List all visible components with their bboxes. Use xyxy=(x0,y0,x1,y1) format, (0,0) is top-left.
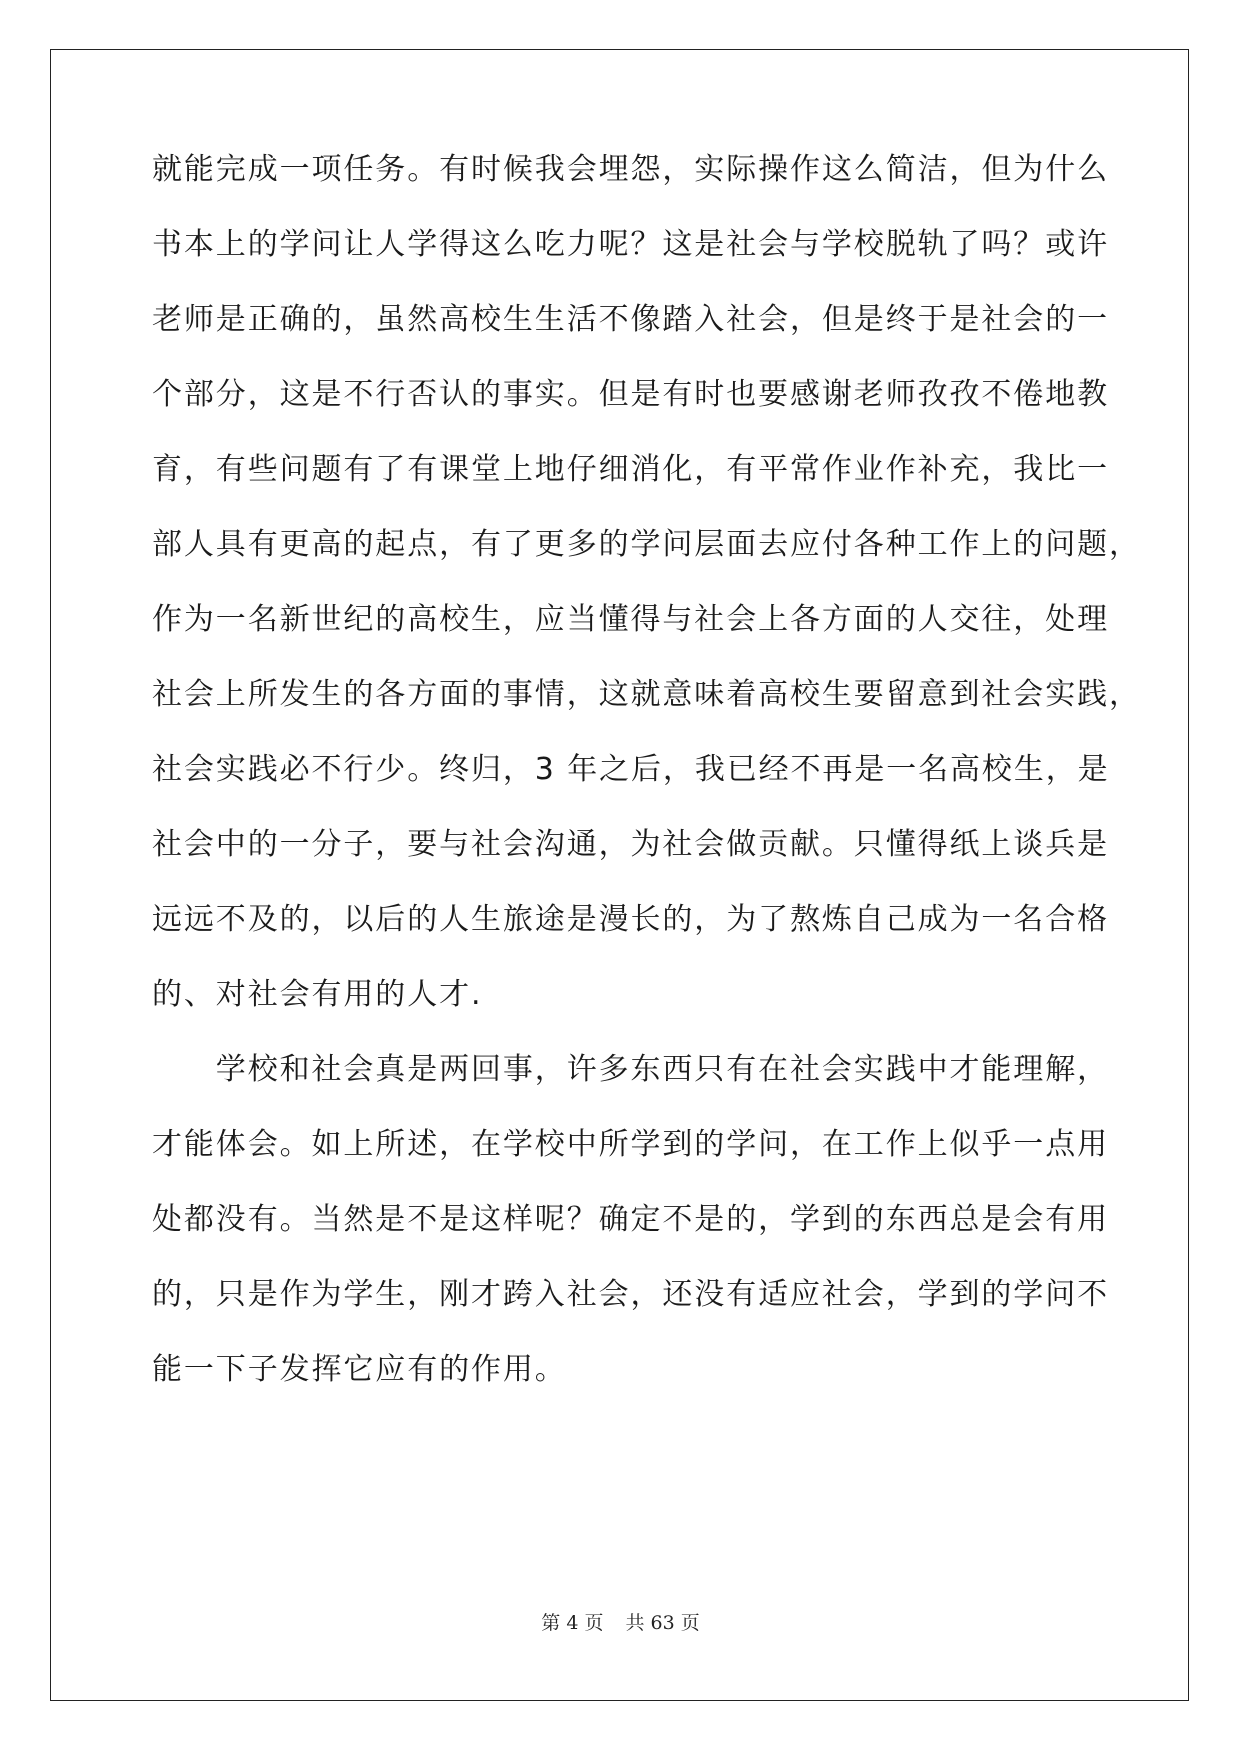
text-line: 的、对社会有用的人才. xyxy=(152,977,483,1012)
text-line: 社会上所发生的各方面的事情，这就意味着高校生要留意到社会实践， xyxy=(152,677,1141,712)
text-line: 社会实践必不行少。终归，3 年之后，我已经不再是一名高校生，是 xyxy=(152,752,1110,787)
text-line: 社会中的一分子，要与社会沟通，为社会做贡献。只懂得纸上谈兵是 xyxy=(152,827,1109,862)
text-line: 部人具有更高的起点，有了更多的学问层面去应付各种工作上的问题， xyxy=(152,527,1141,562)
text-line: 老师是正确的，虽然高校生生活不像踏入社会，但是终于是社会的一 xyxy=(152,302,1109,337)
text-line: 远远不及的，以后的人生旅途是漫长的，为了熬炼自己成为一名合格 xyxy=(152,902,1109,937)
text-line: 书本上的学问让人学得这么吃力呢？这是社会与学校脱轨了吗？或许 xyxy=(152,227,1109,262)
page-total: 共 63 页 xyxy=(625,1612,700,1634)
text-line: 学校和社会真是两回事，许多东西只有在社会实践中才能理解， xyxy=(152,1052,1109,1087)
text-line: 处都没有。当然是不是这样呢？确定不是的，学到的东西总是会有用 xyxy=(152,1202,1109,1237)
text-line: 个部分，这是不行否认的事实。但是有时也要感谢老师孜孜不倦地教 xyxy=(152,377,1109,412)
text-line: 能一下子发挥它应有的作用。 xyxy=(152,1352,567,1387)
text-line: 育，有些问题有了有课堂上地仔细消化，有平常作业作补充，我比一 xyxy=(152,452,1109,487)
page-footer xyxy=(0,1608,1241,1635)
text-line: 的，只是作为学生，刚才跨入社会，还没有适应社会，学到的学问不 xyxy=(152,1277,1109,1312)
page-border xyxy=(50,49,1189,1701)
page-number: 第 4 页 xyxy=(541,1612,604,1634)
text-line: 就能完成一项任务。有时候我会埋怨，实际操作这么简洁，但为什么 xyxy=(152,152,1109,187)
text-line: 才能体会。如上所述，在学校中所学到的学问，在工作上似乎一点用 xyxy=(152,1127,1109,1162)
text-line: 作为一名新世纪的高校生，应当懂得与社会上各方面的人交往，处理 xyxy=(152,602,1109,637)
